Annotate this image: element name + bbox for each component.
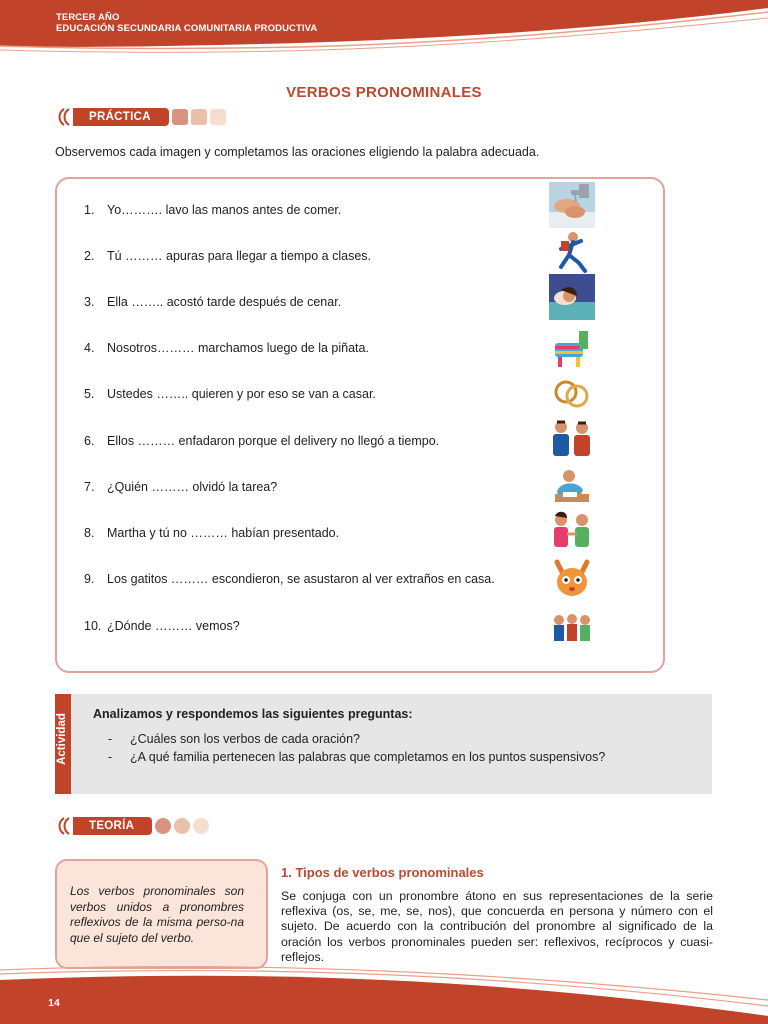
running-boy-icon [549, 229, 595, 275]
page-title: VERBOS PRONOMINALES [286, 84, 482, 101]
item-number: 4. [84, 341, 95, 355]
activity-question [108, 732, 360, 746]
item-number: 10. [84, 619, 102, 633]
practice-label: PRÁCTICA [73, 108, 169, 126]
exercise-item [84, 201, 341, 219]
grade-label: TERCER AÑO [56, 12, 120, 23]
item-sentence: Ustedes …….. quieren y por eso se van a casar. [107, 387, 376, 401]
item-sentence: Ellos ……… enfadaron porque el delivery no llegó a tiempo. [107, 434, 440, 448]
program-label: EDUCACIÓN SECUNDARIA COMUNITARIA PRODUCTIVA [56, 23, 318, 34]
footer-band [0, 960, 768, 1024]
activity-label: Actividad [56, 713, 68, 765]
exercise-item [84, 524, 339, 542]
item-sentence: Martha y tú no ……… habían presentado. [107, 526, 340, 540]
item-number: 2. [84, 249, 95, 263]
scared-cat-icon [549, 556, 595, 602]
theory-label: TEORÍA [73, 817, 152, 835]
exercise-item [84, 293, 341, 311]
tag-square [172, 109, 188, 125]
washing-hands-icon [549, 182, 595, 228]
exercise-item [84, 478, 277, 496]
student-homework-icon [549, 464, 595, 510]
item-sentence: Yo………. lavo las manos antes de comer. [107, 203, 342, 217]
tag-dot [155, 818, 171, 834]
angry-men-icon [549, 416, 595, 462]
item-number: 8. [84, 526, 95, 540]
exercise-item [84, 247, 371, 265]
bullet-dash: - [108, 732, 113, 746]
activity-question [108, 750, 606, 764]
sleeping-girl-icon [549, 274, 595, 320]
exercise-item [84, 432, 439, 450]
practice-section-tag [55, 108, 226, 126]
tag-square [191, 109, 207, 125]
exercise-item [84, 339, 369, 357]
item-number: 9. [84, 572, 95, 586]
item-number: 1. [84, 203, 95, 217]
item-sentence: Ella …….. acostó tarde después de cenar. [107, 295, 342, 309]
bullet-dash: - [108, 750, 113, 764]
tag-brackets-icon [55, 108, 73, 126]
tag-dot [193, 818, 209, 834]
theory-paragraph: Se conjuga con un pronombre átono en sus representaciones de la serie reflexiva (os, se, me, se, nos), que concuerda en persona y número con el sujeto. De acuerdo con la contribución del pronombre al significado de la oración los verbos pronominales pueden ser: reflexivos, recíprocos y cuasi-reflejos. [281, 889, 713, 964]
practice-instructions: Observemos cada imagen y completamos las oraciones eligiendo la palabra adecuada. [55, 145, 540, 159]
tag-square [210, 109, 226, 125]
item-number: 3. [84, 295, 95, 309]
pinata-icon [549, 325, 595, 371]
item-sentence: Los gatitos ……… escondieron, se asustaron al ver extraños en casa. [107, 572, 495, 586]
item-sentence: ¿Dónde ……… vemos? [107, 619, 240, 633]
page-number: 14 [42, 991, 66, 1015]
activity-heading: Analizamos y respondemos las siguientes preguntas: [93, 707, 413, 721]
section-subtitle: 1. Tipos de verbos pronominales [281, 865, 484, 880]
item-number: 7. [84, 480, 95, 494]
theory-section-tag [55, 817, 209, 835]
item-sentence: ¿Quién ……… olvidó la tarea? [107, 480, 278, 494]
header-text [56, 12, 317, 34]
exercise-item [84, 570, 495, 588]
definition-note-text: Los verbos pronominales son verbos unidos a pronombres reflexivos de la misma perso-na que el sujeto del verbo. [70, 884, 244, 945]
exercise-item [84, 385, 376, 403]
question-text: ¿Cuáles son los verbos de cada oración? [130, 732, 360, 746]
item-sentence: Nosotros……… marchamos luego de la piñata. [107, 341, 369, 355]
tag-brackets-icon [55, 817, 73, 835]
item-sentence: Tú ……… apuras para llegar a tiempo a clases. [107, 249, 372, 263]
item-number: 6. [84, 434, 95, 448]
question-text: ¿A qué familia pertenecen las palabras que completamos en los puntos suspensivos? [130, 750, 606, 764]
tag-dot [174, 818, 190, 834]
friends-group-icon [549, 604, 595, 650]
wedding-rings-icon [549, 370, 595, 416]
meeting-people-icon [549, 510, 595, 556]
exercise-item [84, 617, 240, 635]
item-number: 5. [84, 387, 95, 401]
